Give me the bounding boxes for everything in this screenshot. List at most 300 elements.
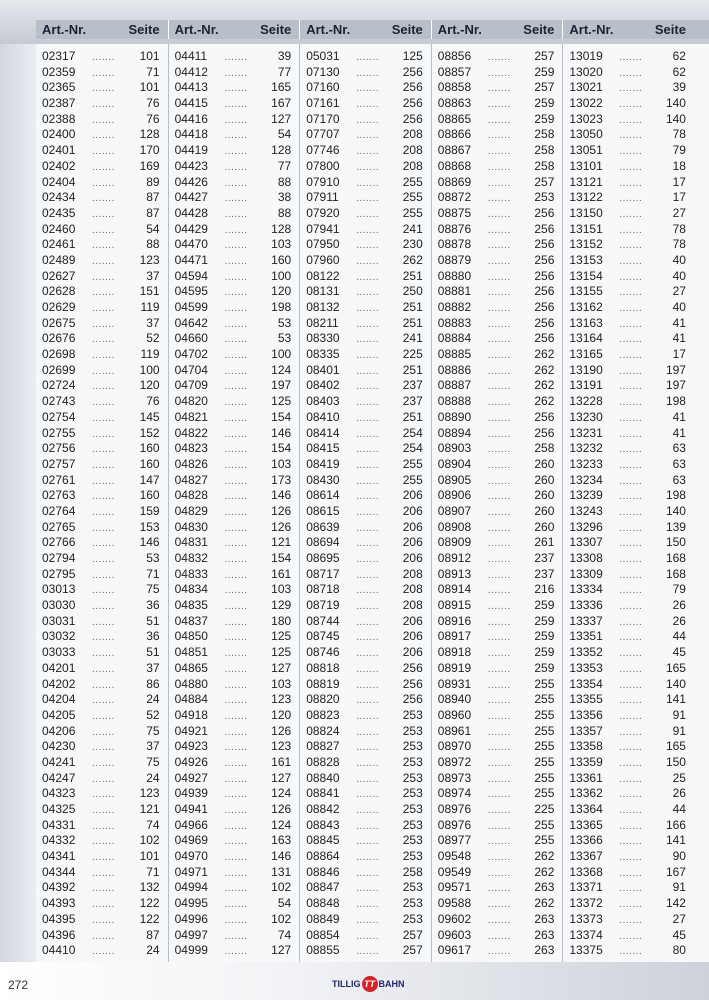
page-ref: 126 — [271, 802, 292, 816]
page-ref: 208 — [402, 158, 423, 173]
article-number: 13231 — [569, 425, 603, 440]
page-ref: 101 — [139, 80, 160, 95]
index-row — [42, 692, 160, 708]
leader-dots: ....... — [487, 569, 511, 581]
page-ref: 63 — [672, 441, 686, 456]
index-row — [306, 347, 423, 363]
page-ref: 258 — [534, 158, 555, 173]
page-ref: 119 — [140, 347, 160, 362]
page-ref: 139 — [665, 519, 686, 534]
leader-dots: ....... — [487, 757, 511, 769]
page-ref: 230 — [402, 237, 423, 252]
page-ref: 253 — [402, 849, 423, 864]
index-row — [175, 80, 292, 96]
leader-dots: ....... — [487, 459, 511, 471]
article-number: 13309 — [569, 566, 603, 581]
index-row — [569, 127, 686, 143]
leader-dots: ....... — [356, 444, 380, 456]
logo-emblem: TT — [362, 976, 378, 992]
index-row — [42, 394, 160, 410]
page-ref: 253 — [402, 707, 423, 722]
leader-dots: ....... — [619, 444, 643, 456]
leader-dots: ....... — [224, 616, 248, 628]
page-ref: 169 — [139, 158, 160, 173]
article-number: 13365 — [569, 817, 603, 832]
article-number: 04412 — [174, 64, 208, 79]
index-row — [438, 222, 555, 238]
leader-dots: ....... — [487, 287, 511, 299]
index-row — [306, 143, 423, 159]
index-row — [175, 551, 292, 567]
page-ref: 18 — [672, 158, 686, 173]
article-number: 04828 — [174, 488, 208, 503]
leader-dots: ....... — [487, 381, 511, 393]
index-row — [42, 912, 160, 928]
leader-dots: ....... — [619, 334, 643, 346]
index-row — [306, 724, 423, 740]
index-row — [569, 504, 686, 520]
page-ref: 45 — [672, 927, 686, 942]
page-ref: 255 — [402, 174, 423, 189]
leader-dots: ....... — [224, 114, 248, 126]
article-number: 04923 — [174, 739, 208, 754]
index-row — [175, 331, 292, 347]
index-row — [306, 865, 423, 881]
index-row — [306, 677, 423, 693]
article-number: 13361 — [569, 770, 603, 785]
index-row — [175, 394, 292, 410]
page-ref: 257 — [402, 927, 423, 942]
article-number: 08828 — [306, 754, 340, 769]
index-row — [569, 865, 686, 881]
leader-dots: ....... — [224, 569, 248, 581]
article-number: 08972 — [437, 754, 472, 769]
article-number: 08970 — [437, 739, 472, 754]
article-number: 08402 — [306, 378, 340, 393]
index-row — [175, 677, 292, 693]
leader-dots: ....... — [92, 83, 115, 95]
article-number: 02766 — [42, 535, 76, 550]
page-ref: 198 — [665, 488, 686, 503]
index-row — [438, 833, 555, 849]
index-row — [569, 175, 686, 191]
index-row — [306, 786, 423, 802]
leader-dots: ....... — [356, 287, 380, 299]
leader-dots: ....... — [487, 177, 511, 189]
index-row — [175, 645, 292, 661]
leader-dots: ....... — [224, 146, 248, 158]
index-row — [438, 49, 555, 65]
leader-dots: ....... — [356, 161, 380, 173]
leader-dots: ....... — [92, 459, 115, 471]
index-row — [175, 426, 292, 442]
index-row — [306, 818, 423, 834]
page-ref: 237 — [534, 566, 555, 581]
leader-dots: ....... — [619, 350, 643, 362]
article-number: 13371 — [569, 880, 603, 895]
table-header — [36, 20, 709, 39]
article-number: 04395 — [42, 911, 76, 926]
page-ref: 150 — [665, 535, 686, 550]
article-number: 04702 — [174, 347, 208, 362]
page-ref: 256 — [402, 80, 423, 95]
article-number: 02435 — [42, 205, 76, 220]
page-ref: 262 — [534, 849, 555, 864]
leader-dots: ....... — [92, 52, 115, 63]
leader-dots: ....... — [487, 726, 511, 738]
page-ref: 44 — [672, 802, 686, 816]
index-row — [569, 551, 686, 567]
page-ref: 127 — [271, 770, 292, 785]
index-row — [438, 206, 555, 222]
page-ref: 89 — [146, 174, 160, 189]
index-row — [306, 237, 423, 253]
index-row — [42, 802, 160, 818]
article-number: 13357 — [569, 723, 603, 738]
leader-dots: ....... — [619, 475, 643, 487]
article-number: 08973 — [437, 770, 472, 785]
article-number: 13228 — [569, 394, 603, 409]
page-ref: 71 — [146, 566, 160, 581]
article-number: 13019 — [569, 49, 603, 63]
page-ref: 259 — [534, 96, 555, 111]
index-row — [569, 771, 686, 787]
leader-dots: ....... — [224, 867, 248, 879]
page-ref: 260 — [534, 456, 555, 471]
index-row — [438, 692, 555, 708]
leader-dots: ....... — [356, 663, 380, 675]
leader-dots: ....... — [356, 742, 380, 754]
leader-dots: ....... — [619, 287, 643, 299]
article-number: 04323 — [42, 786, 76, 801]
leader-dots: ....... — [224, 318, 248, 330]
leader-dots: ....... — [224, 930, 248, 942]
page-ref: 163 — [271, 833, 292, 848]
page-ref: 36 — [146, 598, 160, 613]
index-row — [438, 786, 555, 802]
article-number: 04595 — [174, 284, 208, 299]
article-number: 08414 — [306, 425, 340, 440]
article-number: 04599 — [174, 300, 208, 314]
leader-dots: ....... — [92, 318, 115, 330]
index-row — [306, 284, 423, 300]
leader-dots: ....... — [224, 946, 248, 958]
leader-dots: ....... — [487, 648, 511, 660]
page-ref: 255 — [534, 770, 555, 785]
page-ref: 255 — [534, 707, 555, 722]
index-row — [438, 190, 555, 206]
index-row — [175, 755, 292, 771]
index-column — [562, 44, 694, 962]
index-row — [438, 567, 555, 583]
page-ref: 208 — [402, 598, 423, 613]
leader-dots: ....... — [487, 773, 511, 785]
seite-header: Seite — [654, 22, 686, 37]
page-ref: 39 — [672, 80, 686, 95]
page-ref: 160 — [139, 488, 160, 503]
page-ref: 53 — [277, 315, 292, 330]
index-row — [306, 331, 423, 347]
index-row — [569, 849, 686, 865]
leader-dots: ....... — [487, 193, 511, 205]
index-row — [175, 535, 292, 551]
index-row — [42, 378, 160, 394]
page-ref: 160 — [139, 441, 160, 456]
index-row — [569, 49, 686, 65]
article-number: 04247 — [42, 770, 76, 785]
leader-dots: ....... — [356, 852, 380, 864]
leader-dots: ....... — [487, 52, 511, 63]
leader-dots: ....... — [92, 867, 115, 879]
index-row — [569, 347, 686, 363]
leader-dots: ....... — [619, 177, 643, 189]
article-number: 08845 — [306, 833, 340, 848]
index-row — [42, 535, 160, 551]
leader-dots: ....... — [356, 946, 380, 958]
article-number: 04341 — [42, 849, 76, 864]
article-number: 04416 — [174, 111, 208, 126]
article-number: 03013 — [42, 582, 76, 597]
page-ref: 262 — [534, 362, 555, 377]
index-row — [42, 222, 160, 238]
page-ref: 255 — [534, 817, 555, 832]
art-nr-header: Art.-Nr. — [437, 22, 482, 37]
leader-dots: ....... — [487, 522, 511, 534]
article-number: 05031 — [306, 49, 340, 63]
page-ref: 146 — [271, 425, 292, 440]
index-row — [175, 488, 292, 504]
page-ref: 77 — [277, 64, 292, 79]
index-row — [42, 488, 160, 504]
page-ref: 140 — [665, 111, 686, 126]
page-ref: 40 — [672, 252, 686, 267]
article-number: 08863 — [437, 96, 472, 111]
page-ref: 40 — [672, 268, 686, 283]
article-number: 08430 — [306, 472, 340, 487]
page-ref: 123 — [271, 692, 292, 707]
index-row — [438, 629, 555, 645]
page-ref: 124 — [271, 786, 292, 801]
index-row — [175, 614, 292, 630]
article-number: 02764 — [42, 503, 76, 518]
leader-dots: ....... — [619, 601, 643, 613]
page-ref: 90 — [672, 849, 686, 864]
index-row — [306, 253, 423, 269]
leader-dots: ....... — [356, 836, 380, 848]
index-row — [306, 880, 423, 896]
header-cell — [168, 20, 300, 39]
index-row — [306, 928, 423, 944]
index-row — [175, 724, 292, 740]
leader-dots: ....... — [619, 428, 643, 440]
article-number: 13051 — [569, 143, 603, 158]
leader-dots: ....... — [92, 742, 115, 754]
index-row — [569, 331, 686, 347]
leader-dots: ....... — [487, 67, 511, 79]
index-row — [569, 426, 686, 442]
page-ref: 161 — [271, 754, 292, 769]
page-ref: 251 — [402, 268, 423, 283]
article-number: 04971 — [174, 864, 208, 879]
page-ref: 197 — [665, 362, 686, 377]
index-row — [306, 708, 423, 724]
page-ref: 126 — [271, 503, 292, 518]
leader-dots: ....... — [92, 475, 115, 487]
leader-dots: ....... — [224, 193, 248, 205]
article-number: 08745 — [306, 629, 340, 644]
leader-dots: ....... — [487, 695, 511, 707]
page-ref: 53 — [277, 331, 292, 346]
article-number: 08856 — [437, 49, 472, 63]
leader-dots: ....... — [356, 914, 380, 926]
leader-dots: ....... — [92, 177, 115, 189]
page-ref: 255 — [402, 472, 423, 487]
page-ref: 51 — [146, 645, 160, 660]
article-number: 08849 — [306, 911, 340, 926]
leader-dots: ....... — [619, 805, 643, 816]
page-ref: 45 — [672, 645, 686, 660]
leader-dots: ....... — [487, 365, 511, 377]
leader-dots: ....... — [224, 287, 248, 299]
index-row — [175, 284, 292, 300]
leader-dots: ....... — [224, 820, 248, 832]
article-number: 02365 — [42, 80, 76, 95]
index-row — [438, 394, 555, 410]
index-row — [42, 347, 160, 363]
left-margin-strip — [0, 44, 36, 962]
leader-dots: ....... — [356, 522, 380, 534]
leader-dots: ....... — [224, 538, 248, 550]
leader-dots: ....... — [92, 114, 115, 126]
leader-dots: ....... — [92, 538, 115, 550]
index-row — [306, 598, 423, 614]
index-row — [306, 269, 423, 285]
leader-dots: ....... — [487, 679, 511, 691]
page-ref: 63 — [672, 456, 686, 471]
index-row — [569, 677, 686, 693]
leader-dots: ....... — [92, 491, 115, 503]
index-row — [569, 708, 686, 724]
leader-dots: ....... — [619, 318, 643, 330]
page-ref: 152 — [139, 425, 160, 440]
leader-dots: ....... — [224, 444, 248, 456]
leader-dots: ....... — [619, 538, 643, 550]
leader-dots: ....... — [224, 255, 248, 267]
article-number: 07920 — [306, 205, 340, 220]
leader-dots: ....... — [356, 224, 380, 236]
index-row — [569, 394, 686, 410]
article-number: 04829 — [174, 503, 208, 518]
page-ref: 168 — [665, 551, 686, 565]
index-row — [438, 535, 555, 551]
leader-dots: ....... — [356, 130, 380, 142]
index-row — [438, 112, 555, 128]
article-number: 13352 — [569, 645, 603, 660]
index-row — [42, 331, 160, 347]
article-number: 13334 — [569, 582, 603, 597]
leader-dots: ....... — [487, 318, 511, 330]
page-ref: 263 — [534, 880, 555, 895]
leader-dots: ....... — [92, 899, 115, 911]
leader-dots: ....... — [487, 836, 511, 848]
leader-dots: ....... — [224, 883, 248, 895]
index-row — [306, 378, 423, 394]
page-ref: 259 — [534, 660, 555, 675]
page-ref: 51 — [146, 613, 160, 628]
article-number: 08847 — [306, 880, 340, 895]
index-row — [438, 331, 555, 347]
leader-dots: ....... — [619, 397, 643, 409]
leader-dots: ....... — [619, 365, 643, 377]
leader-dots: ....... — [487, 224, 511, 236]
page-ref: 180 — [271, 613, 292, 628]
leader-dots: ....... — [356, 491, 380, 503]
page-ref: 127 — [271, 660, 292, 675]
article-number: 04837 — [174, 613, 208, 628]
article-number: 03030 — [42, 598, 76, 613]
index-row — [306, 833, 423, 849]
page-ref: 154 — [271, 409, 292, 424]
article-number: 02676 — [42, 331, 76, 346]
page-ref: 63 — [672, 472, 686, 487]
page-ref: 62 — [672, 64, 686, 79]
index-row — [438, 284, 555, 300]
page-ref: 120 — [139, 378, 160, 393]
index-row — [306, 943, 423, 959]
article-number: 13239 — [569, 488, 603, 503]
leader-dots: ....... — [224, 161, 248, 173]
index-row — [438, 645, 555, 661]
index-row — [569, 535, 686, 551]
article-number: 08890 — [437, 409, 472, 424]
page-ref: 258 — [402, 864, 423, 879]
page-ref: 262 — [402, 252, 423, 267]
leader-dots: ....... — [356, 271, 380, 283]
index-row — [42, 143, 160, 159]
index-row — [42, 755, 160, 771]
leader-dots: ....... — [619, 522, 643, 534]
leader-dots: ....... — [619, 585, 643, 597]
article-number: 08887 — [437, 378, 472, 393]
leader-dots: ....... — [487, 710, 511, 722]
leader-dots: ....... — [619, 569, 643, 581]
page-ref: 53 — [146, 551, 160, 565]
page-ref: 262 — [534, 864, 555, 879]
page-ref: 160 — [271, 252, 292, 267]
index-row — [569, 80, 686, 96]
index-row — [306, 912, 423, 928]
page-ref: 151 — [139, 284, 160, 299]
leader-dots: ....... — [356, 930, 380, 942]
page-ref: 257 — [534, 49, 555, 63]
index-row — [438, 253, 555, 269]
page-ref: 166 — [665, 817, 686, 832]
leader-dots: ....... — [619, 99, 643, 111]
index-row — [42, 410, 160, 426]
index-row — [175, 739, 292, 755]
leader-dots: ....... — [224, 491, 248, 503]
index-row — [42, 441, 160, 457]
page-ref: 27 — [672, 205, 686, 220]
index-row — [175, 943, 292, 959]
article-number: 04201 — [42, 660, 76, 675]
article-number: 13163 — [569, 315, 603, 330]
leader-dots: ....... — [224, 130, 248, 142]
page-ref: 41 — [672, 425, 686, 440]
leader-dots: ....... — [92, 679, 115, 691]
leader-dots: ....... — [619, 271, 643, 283]
index-row — [175, 159, 292, 175]
